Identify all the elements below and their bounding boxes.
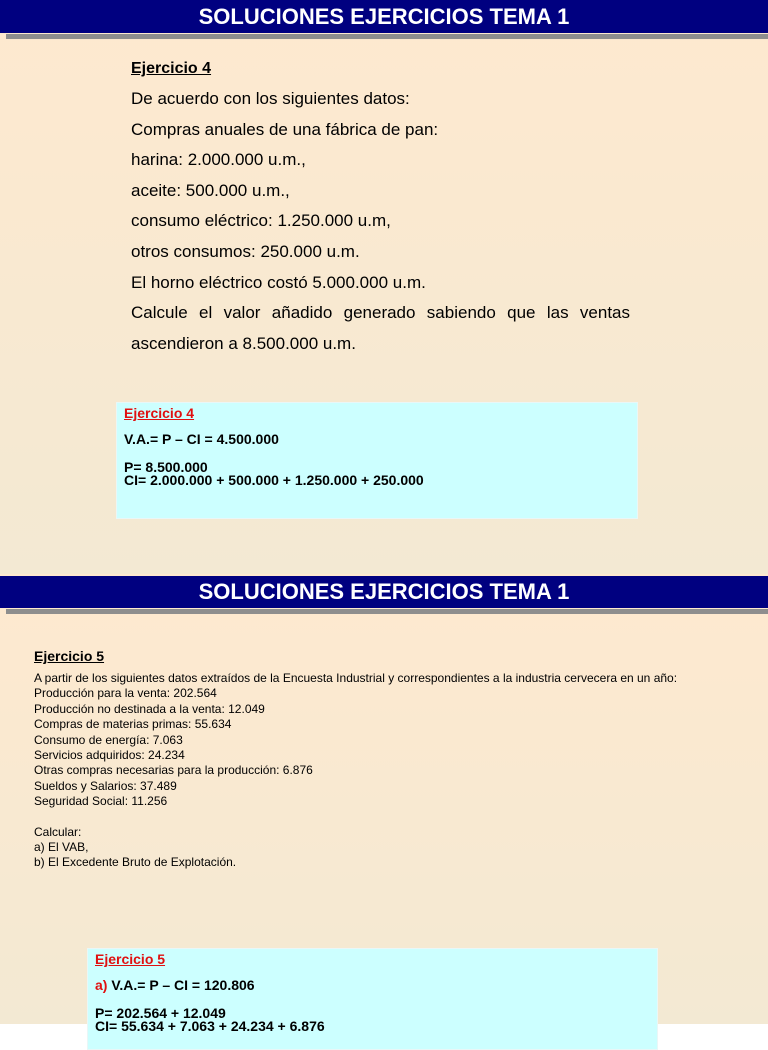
statement-line: aceite: 500.000 u.m., [131, 180, 290, 200]
solution-line-a [95, 977, 255, 993]
solution-box-4 [116, 402, 638, 519]
exercise-5-statement [34, 647, 754, 871]
calc-line: Calcular: [34, 824, 82, 839]
solution-line: P= 202.564 + 12.049 [95, 1005, 226, 1021]
solution-box-5 [87, 948, 658, 1050]
statement-line: A partir de los siguientes datos extraídos de la Encuesta Industrial y correspondientes a la industria cervecera en un año: [34, 671, 678, 685]
statement-line: Producción no destinada a la venta: 12.049 [34, 701, 265, 716]
solution-text: V.A.= P – CI = 120.806 [111, 977, 255, 993]
solution-line: V.A.= P – CI = 4.500.000 [124, 431, 279, 447]
exercise-heading: Ejercicio 4 [131, 60, 212, 77]
slide-title: SOLUCIONES EJERCICIOS TEMA 1 [0, 576, 768, 608]
calc-line: a) El VAB, [34, 840, 89, 855]
statement-line: El horno eléctrico costó 5.000.000 u.m. [131, 272, 426, 292]
spacer [34, 810, 754, 825]
statement-line: Otras compras necesarias para la producción: 6.876 [34, 763, 313, 778]
statement-line: Compras anuales de una fábrica de pan: [131, 119, 439, 139]
statement-line: otros consumos: 250.000 u.m. [131, 241, 360, 261]
exercise-heading: Ejercicio 5 [34, 648, 105, 664]
solution-line: CI= 55.634 + 7.063 + 24.234 + 6.876 [95, 1018, 325, 1034]
calc-line: b) El Excedente Bruto de Explotación. [34, 855, 237, 870]
statement-line: Consumo de energía: 7.063 [34, 732, 183, 747]
title-divider [6, 34, 768, 39]
exercise-4-statement [131, 56, 630, 359]
item-label-a: a) [95, 977, 108, 993]
statement-line: harina: 2.000.000 u.m., [131, 150, 306, 170]
solution-line: CI= 2.000.000 + 500.000 + 1.250.000 + 250.000 [124, 472, 424, 488]
solution-heading: Ejercicio 5 [95, 951, 166, 967]
statement-line: Producción para la venta: 202.564 [34, 686, 217, 701]
question-line: Calcule el valor añadido generado sabiendo que las ventas [131, 303, 630, 323]
statement-line: Servicios adquiridos: 24.234 [34, 748, 185, 763]
statement-line: Compras de materias primas: 55.634 [34, 717, 232, 732]
question-line-end: ascendieron a 8.500.000 u.m. [131, 333, 356, 353]
statement-line: Seguridad Social: 11.256 [34, 794, 168, 809]
statement-line: consumo eléctrico: 1.250.000 u.m, [131, 211, 391, 231]
solution-line: P= 8.500.000 [124, 459, 208, 475]
statement-line: De acuerdo con los siguientes datos: [131, 89, 410, 108]
slide-2 [0, 574, 768, 1034]
slide-title: SOLUCIONES EJERCICIOS TEMA 1 [0, 0, 768, 33]
solution-heading: Ejercicio 4 [124, 405, 195, 421]
statement-line: Sueldos y Salarios: 37.489 [34, 778, 177, 793]
title-divider [6, 609, 768, 614]
